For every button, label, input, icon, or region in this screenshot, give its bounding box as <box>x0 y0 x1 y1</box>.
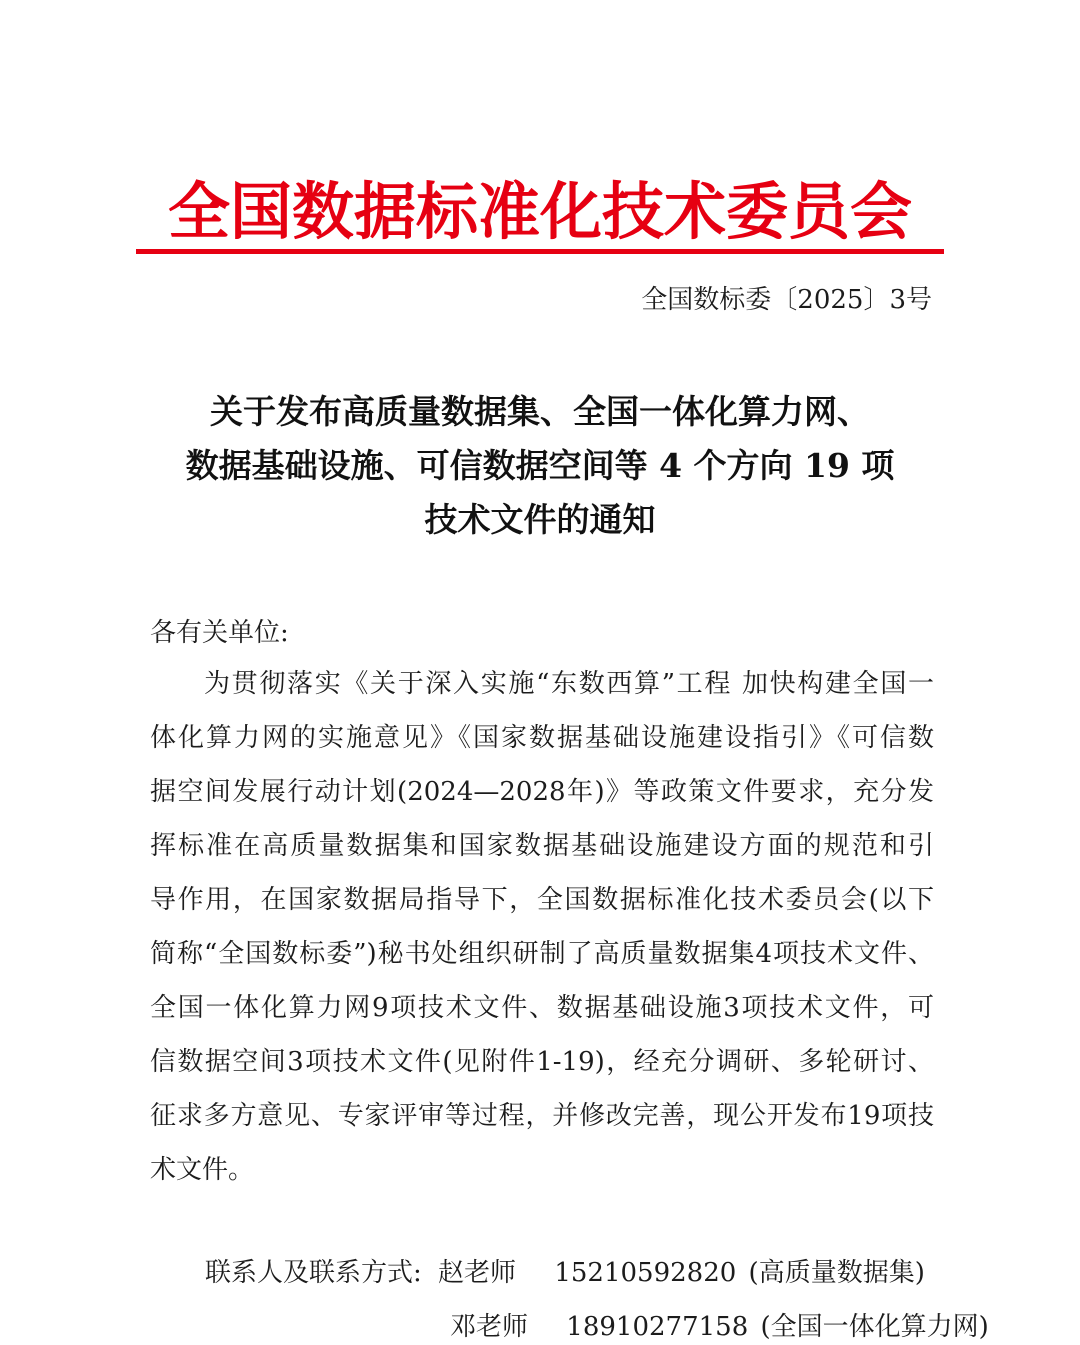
title-line: 数据基础设施、可信数据空间等 4 个方向 19 项 <box>185 446 895 485</box>
body-line: 术文件。 <box>150 1155 255 1185</box>
contact-label: 联系人及联系方式: <box>205 1258 422 1288</box>
title-line: 技术文件的通知 <box>424 500 656 539</box>
title-line: 关于发布高质量数据集、全国一体化算力网、 <box>210 392 870 431</box>
red-header-rule <box>136 249 944 254</box>
contact-name: 赵老师 <box>438 1258 517 1288</box>
body-line: 体化算力网的实施意见》《国家数据基础设施建设指引》《可信数 <box>150 723 934 753</box>
contact-phone: 15210592820 <box>554 1258 737 1288</box>
body-line: 据空间发展行动计划(2024—2028年)》等政策文件要求，充分发 <box>150 777 934 807</box>
body-line: 征求多方意见、专家评审等过程，并修改完善，现公开发布19项技 <box>150 1101 934 1131</box>
contact-phone: 18910277158 <box>566 1312 749 1342</box>
issuer-header: 全国数据标准化技术委员会 <box>167 175 912 248</box>
salutation: 各有关单位: <box>150 618 289 648</box>
document-number: 全国数标委〔2025〕3号 <box>641 285 932 315</box>
body-line: 信数据空间3项技术文件(见附件1-19)，经充分调研、多轮研讨、 <box>150 1047 934 1077</box>
contact-row <box>205 1255 925 1291</box>
body-line: 导作用，在国家数据局指导下，全国数据标准化技术委员会(以下 <box>150 885 934 915</box>
body-line: 挥标准在高质量数据集和国家数据基础设施建设方面的规范和引 <box>150 831 934 861</box>
contact-area: (高质量数据集) <box>748 1258 925 1288</box>
body-line: 全国一体化算力网9项技术文件、数据基础设施3项技术文件，可 <box>150 993 934 1023</box>
document-title <box>140 385 940 547</box>
body-paragraph <box>150 657 934 1197</box>
body-line: 为贯彻落实《关于深入实施“东数西算”工程 加快构建全国一 <box>204 669 934 699</box>
body-line: 简称“全国数标委”)秘书处组织研制了高质量数据集4项技术文件、 <box>150 939 934 969</box>
contact-name: 邓老师 <box>450 1312 529 1342</box>
contact-area: (全国一体化算力网) <box>760 1312 989 1342</box>
